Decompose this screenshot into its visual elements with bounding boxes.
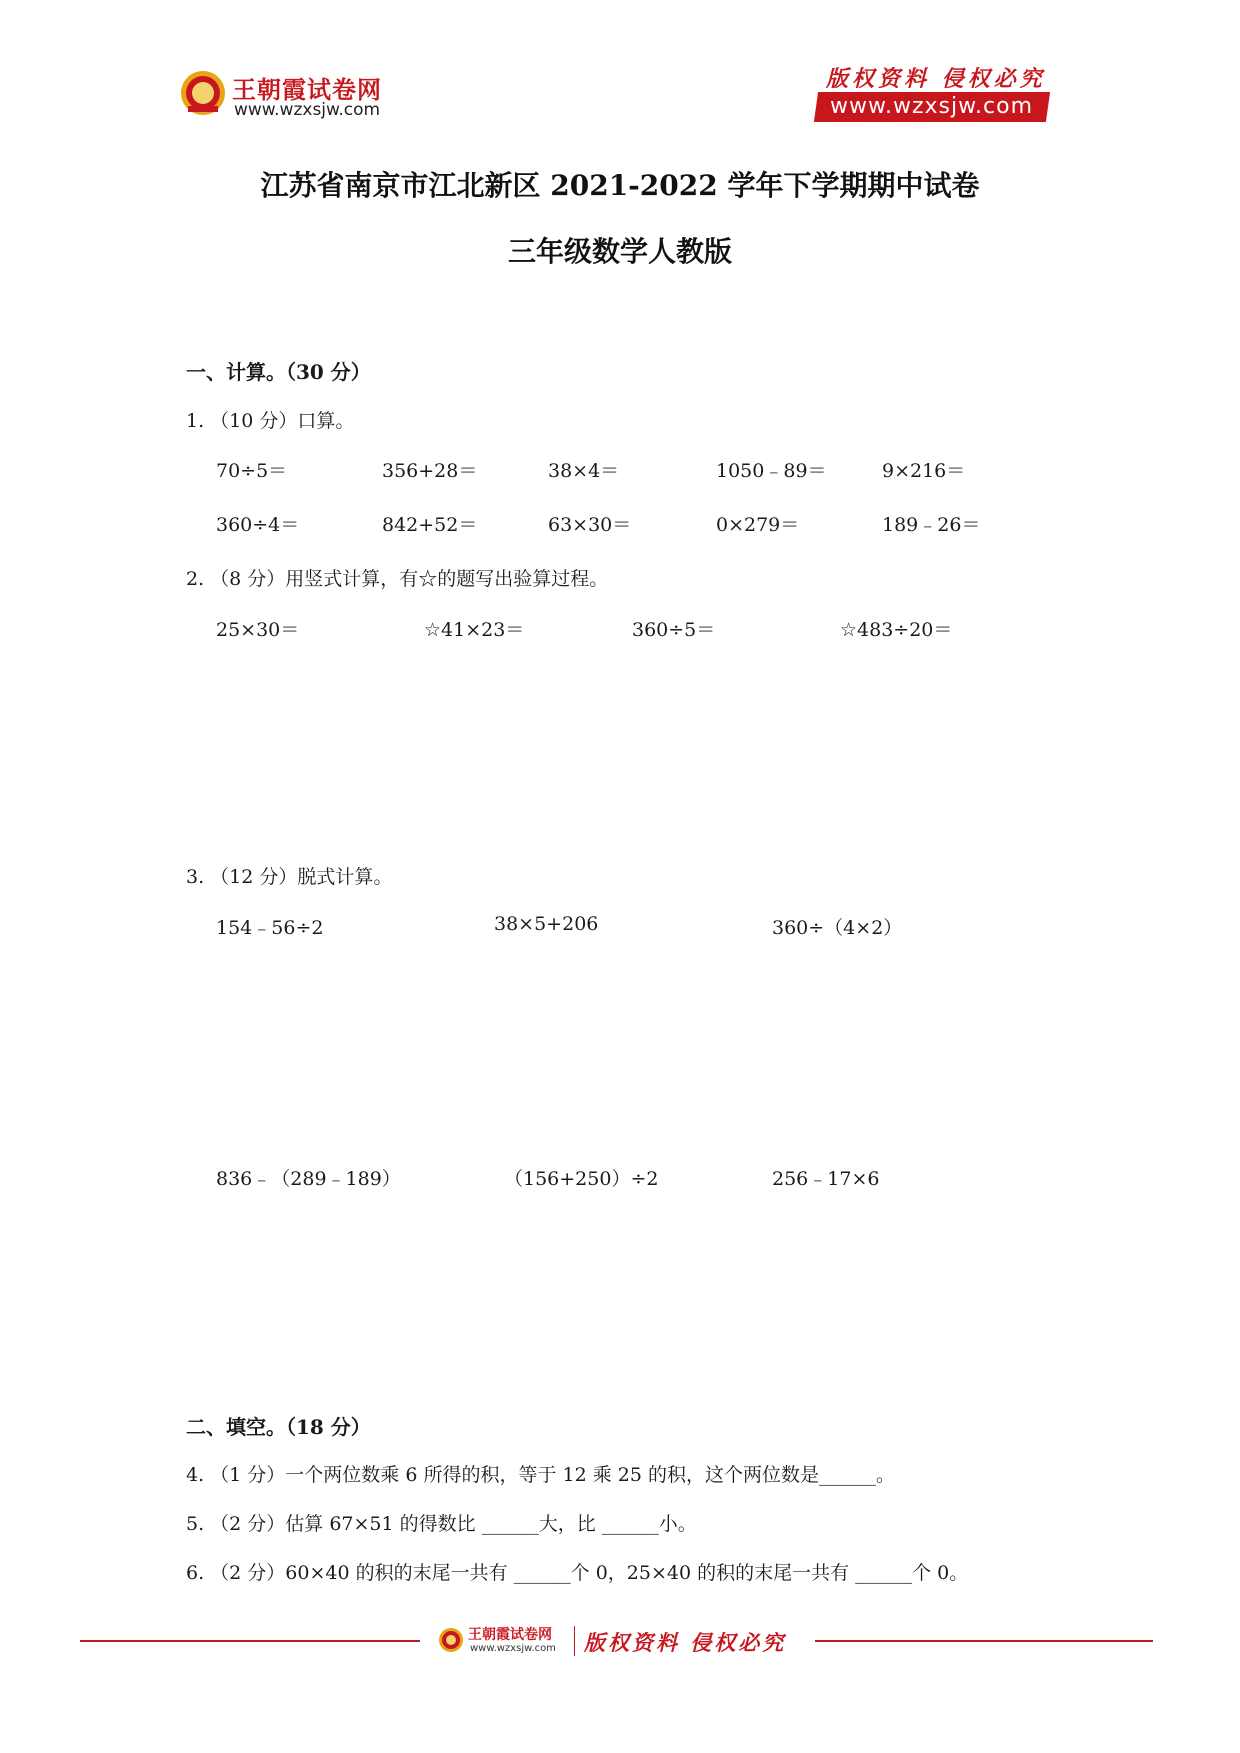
copyright-notice: 版权资料 侵权必究 bbox=[826, 66, 1046, 92]
footer-separator bbox=[574, 1626, 575, 1656]
footer-divider-left bbox=[80, 1640, 420, 1642]
stepwise-calc-item: （156+250）÷2 bbox=[504, 1168, 659, 1190]
logo-name: 王朝霞试卷网 bbox=[232, 76, 382, 104]
oral-calc-item: 842+52＝ bbox=[382, 514, 478, 536]
logo-emblem-icon bbox=[180, 70, 226, 116]
q1-label: 1. （10 分）口算。 bbox=[186, 410, 355, 432]
stepwise-calc-item: 360÷（4×2） bbox=[772, 917, 903, 939]
vertical-calc-item: 360÷5＝ bbox=[632, 619, 716, 641]
oral-calc-item: 9×216＝ bbox=[882, 460, 966, 482]
vertical-calc-item: ☆483÷20＝ bbox=[840, 619, 953, 641]
vertical-calc-item: ☆41×23＝ bbox=[424, 619, 525, 641]
footer-divider-right bbox=[815, 1640, 1153, 1642]
footer-logo-url[interactable]: www.wzxsjw.com bbox=[470, 1643, 556, 1654]
stepwise-calc-item: 154﹣56÷2 bbox=[216, 917, 324, 939]
q6-text: 6. （2 分）60×40 的积的末尾一共有 ______个 0，25×40 的积的末尾一共有 ______个 0。 bbox=[186, 1562, 969, 1584]
rights-url-banner[interactable] bbox=[814, 92, 1050, 122]
q4-text: 4. （1 分）一个两位数乘 6 所得的积，等于 12 乘 25 的积，这个两位数是______。 bbox=[186, 1464, 895, 1486]
stepwise-calc-item: 256﹣17×6 bbox=[772, 1168, 880, 1190]
rights-url-text: www.wzxsjw.com bbox=[830, 94, 1034, 119]
q3-label: 3. （12 分）脱式计算。 bbox=[186, 866, 393, 888]
q2-label: 2. （8 分）用竖式计算，有☆的题写出验算过程。 bbox=[186, 568, 609, 590]
footer-copyright-notice: 版权资料 侵权必究 bbox=[584, 1630, 787, 1655]
oral-calc-item: 189﹣26＝ bbox=[882, 514, 981, 536]
oral-calc-item: 70÷5＝ bbox=[216, 460, 288, 482]
q5-text: 5. （2 分）估算 67×51 的得数比 ______大，比 ______小。 bbox=[186, 1513, 697, 1535]
logo-url[interactable]: www.wzxsjw.com bbox=[234, 100, 381, 120]
footer-logo-emblem-icon bbox=[438, 1627, 464, 1653]
footer-logo-name: 王朝霞试卷网 bbox=[468, 1627, 552, 1643]
stepwise-calc-item: 38×5+206 bbox=[494, 913, 599, 935]
oral-calc-item: 1050﹣89＝ bbox=[716, 460, 827, 482]
stepwise-calc-item: 836﹣（289﹣189） bbox=[216, 1168, 401, 1190]
section1-heading: 一、计算。（30 分） bbox=[186, 360, 371, 384]
oral-calc-item: 356+28＝ bbox=[382, 460, 478, 482]
oral-calc-item: 360÷4＝ bbox=[216, 514, 300, 536]
section2-heading: 二、填空。（18 分） bbox=[186, 1415, 371, 1439]
oral-calc-item: 0×279＝ bbox=[716, 514, 800, 536]
oral-calc-item: 63×30＝ bbox=[548, 514, 632, 536]
vertical-calc-item: 25×30＝ bbox=[216, 619, 300, 641]
exam-title: 江苏省南京市江北新区 2021-2022 学年下学期期中试卷 bbox=[260, 169, 980, 202]
exam-subtitle: 三年级数学人教版 bbox=[507, 235, 732, 268]
oral-calc-item: 38×4＝ bbox=[548, 460, 620, 482]
